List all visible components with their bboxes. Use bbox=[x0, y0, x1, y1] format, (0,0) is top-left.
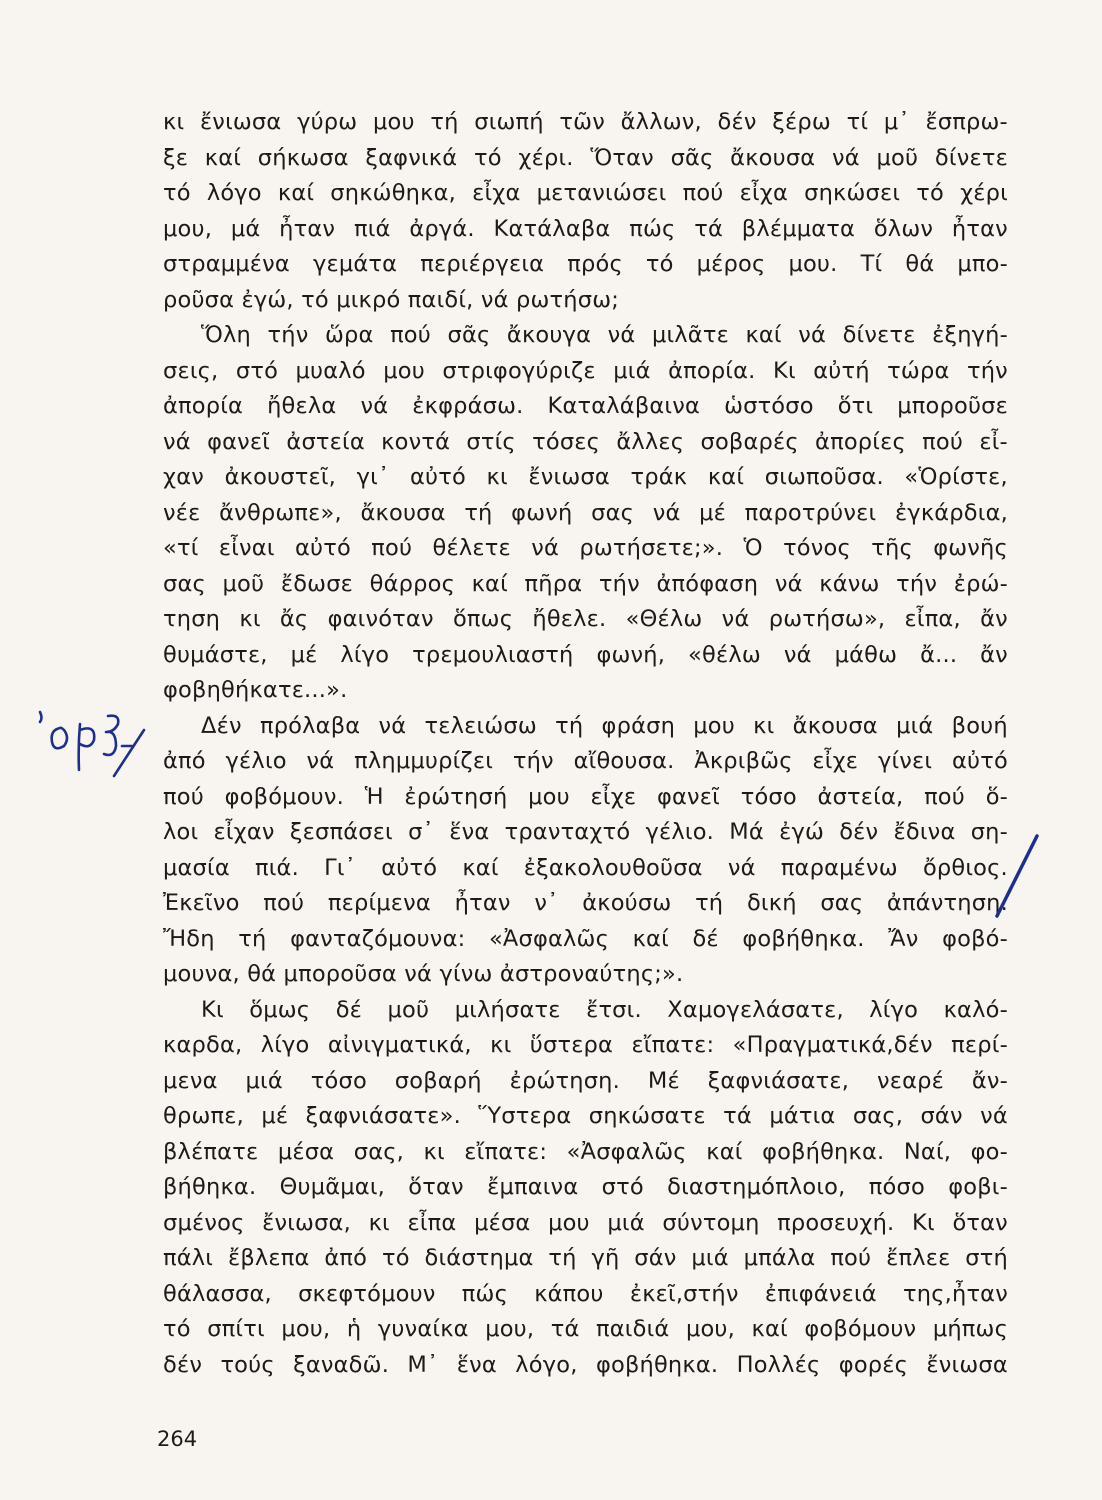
text-line: λοι εἶχαν ξεσπάσει σ᾿ ἕνα τρανταχτό γέλιο. Μά ἐγώ δέν ἔδινα ση- bbox=[163, 819, 1008, 845]
text-line: δέν τούς ξαναδῶ. Μ᾿ ἕνα λόγο, φοβήθηκα. Πολλές φορές ἔνιωσα bbox=[163, 1351, 1008, 1378]
text-line: νά φανεῖ ἀστεία κοντά στίς τόσες ἄλλες σοβαρές ἀπορίες πού εἶ- bbox=[163, 428, 1008, 455]
text-line: πάλι ἔβλεπα ἀπό τό διάστημα τή γῆ σάν μιά μπάλα πού ἔπλεε στή bbox=[163, 1245, 1008, 1271]
text-line: τό λόγο καί σηκώθηκα, εἶχα μετανιώσει πού εἶχα σηκώσει τό χέρι bbox=[163, 180, 1008, 206]
text-line: σμένος ἔνιωσα, κι εἶπα μέσα μου μιά σύντομη προσευχή. Κι ὅταν bbox=[163, 1209, 1008, 1236]
handwritten-margin-note bbox=[36, 700, 176, 780]
text-line: θυμάστε, μέ λίγο τρεμουλιαστή φωνή, «θέλω νά μάθω ἄ... ἄν bbox=[163, 641, 1008, 668]
text-line: θάλασσα, σκεφτόμουν πώς κάπου ἐκεῖ,στήν ἐπιφάνειά της,ἦταν bbox=[163, 1280, 1008, 1307]
text-line: βήθηκα. Θυμᾶμαι, ὅταν ἔμπαινα στό διαστημόπλοιο, πόσο φοβι- bbox=[163, 1174, 1008, 1200]
text-line: νέε ἄνθρωπε», ἄκουσα τή φωνή σας νά μέ παροτρύνει ἐγκάρδια, bbox=[163, 499, 1008, 526]
text-line: κι ἔνιωσα γύρω μου τή σιωπή τῶν ἄλλων, δέν ξέρω τί μ᾿ ἔσπρω- bbox=[163, 109, 1008, 135]
text-line: ἀπό γέλιο νά πλημμυρίζει τήν αἴθουσα. Ἀκριβῶς εἶχε γίνει αὐτό bbox=[163, 748, 1008, 774]
text-line: χαν ἀκουστεῖ, γι᾿ αὐτό κι ἔνιωσα τράκ καί σιωποῦσα. «Ὁρίστε, bbox=[163, 464, 1008, 490]
text-line: θρωπε, μέ ξαφνιάσατε». Ὕστερα σηκώσατε τά μάτια σας, σάν νά bbox=[163, 1103, 1008, 1129]
text-line: μασία πιά. Γι᾿ αὐτό καί ἐξακολουθοῦσα νά παραμένω ὄρθιος. bbox=[163, 854, 1008, 881]
text-line: μου, μά ἦταν πιά ἀργά. Κατάλαβα πώς τά βλέμματα ὅλων ἦταν bbox=[163, 215, 1008, 242]
correction-stroke bbox=[985, 832, 1045, 922]
body-text bbox=[163, 105, 1008, 1383]
text-line: «τί εἶναι αὐτό πού θέλετε νά ρωτήσετε;». Ὁ τόνος τῆς φωνῆς bbox=[163, 535, 1008, 561]
text-line: σεις, στό μυαλό μου στριφογύριζε μιά ἀπορία. Κι αὐτή τώρα τήν bbox=[163, 357, 1008, 384]
text-line: τηση κι ἄς φαινόταν ὅπως ἤθελε. «Θέλω νά ρωτήσω», εἶπα, ἄν bbox=[163, 606, 1008, 632]
text-line: μουνα, θά μποροῦσα νά γίνω ἀστροναύτης;». bbox=[163, 961, 684, 987]
text-line: καρδα, λίγο αἰνιγματικά, κι ὕστερα εἴπατε: «Πραγματικά,δέν περί- bbox=[163, 1032, 1008, 1058]
text-line: μενα μιά τόσο σοβαρή ἐρώτηση. Μέ ξαφνιάσατε, νεαρέ ἄν- bbox=[163, 1067, 1008, 1094]
text-line: Ὅλη τήν ὥρα πού σᾶς ἄκουγα νά μιλᾶτε καί νά δίνετε ἐξηγή- bbox=[201, 322, 1008, 348]
text-line: σας μοῦ ἔδωσε θάρρος καί πῆρα τήν ἀπόφαση νά κάνω τήν ἐρώ- bbox=[163, 570, 1008, 597]
text-line: τό σπίτι μου, ἡ γυναίκα μου, τά παιδιά μου, καί φοβόμουν μήπως bbox=[163, 1316, 1008, 1342]
text-line: Δέν πρόλαβα νά τελειώσω τή φράση μου κι ἄκουσα μιά βουή bbox=[201, 712, 1008, 739]
text-line: ροῦσα ἐγώ, τό μικρό παιδί, νά ρωτήσω; bbox=[163, 286, 620, 313]
text-line: βλέπατε μέσα σας, κι εἴπατε: «Ἀσφαλῶς καί φοβήθηκα. Ναί, φο- bbox=[163, 1138, 1008, 1165]
text-line: φοβηθήκατε...». bbox=[163, 677, 348, 703]
text-line: Ἐκεῖνο πού περίμενα ἦταν ν᾿ ἀκούσω τή δική σας ἀπάντηση. bbox=[163, 890, 1008, 916]
page-number: 264 bbox=[157, 1427, 198, 1451]
text-line: Κι ὅμως δέ μοῦ μιλήσατε ἔτσι. Χαμογελάσατε, λίγο καλό- bbox=[201, 996, 1008, 1023]
text-line: ξε καί σήκωσα ξαφνικά τό χέρι. Ὅταν σᾶς ἄκουσα νά μοῦ δίνετε bbox=[163, 144, 1008, 171]
text-line: ἀπορία ἤθελα νά ἐκφράσω. Καταλάβαινα ὡστόσο ὅτι μποροῦσε bbox=[163, 393, 1008, 419]
text-line: πού φοβόμουν. Ἡ ἐρώτησή μου εἶχε φανεῖ τόσο ἀστεία, πού ὅ- bbox=[163, 783, 1008, 810]
text-line: στραμμένα γεμάτα περιέργεια πρός τό μέρος μου. Τί θά μπο- bbox=[163, 251, 1008, 277]
text-line: Ἤδη τή φανταζόμουνα: «Ἀσφαλῶς καί δέ φοβήθηκα. Ἄν φοβό- bbox=[163, 925, 1008, 952]
